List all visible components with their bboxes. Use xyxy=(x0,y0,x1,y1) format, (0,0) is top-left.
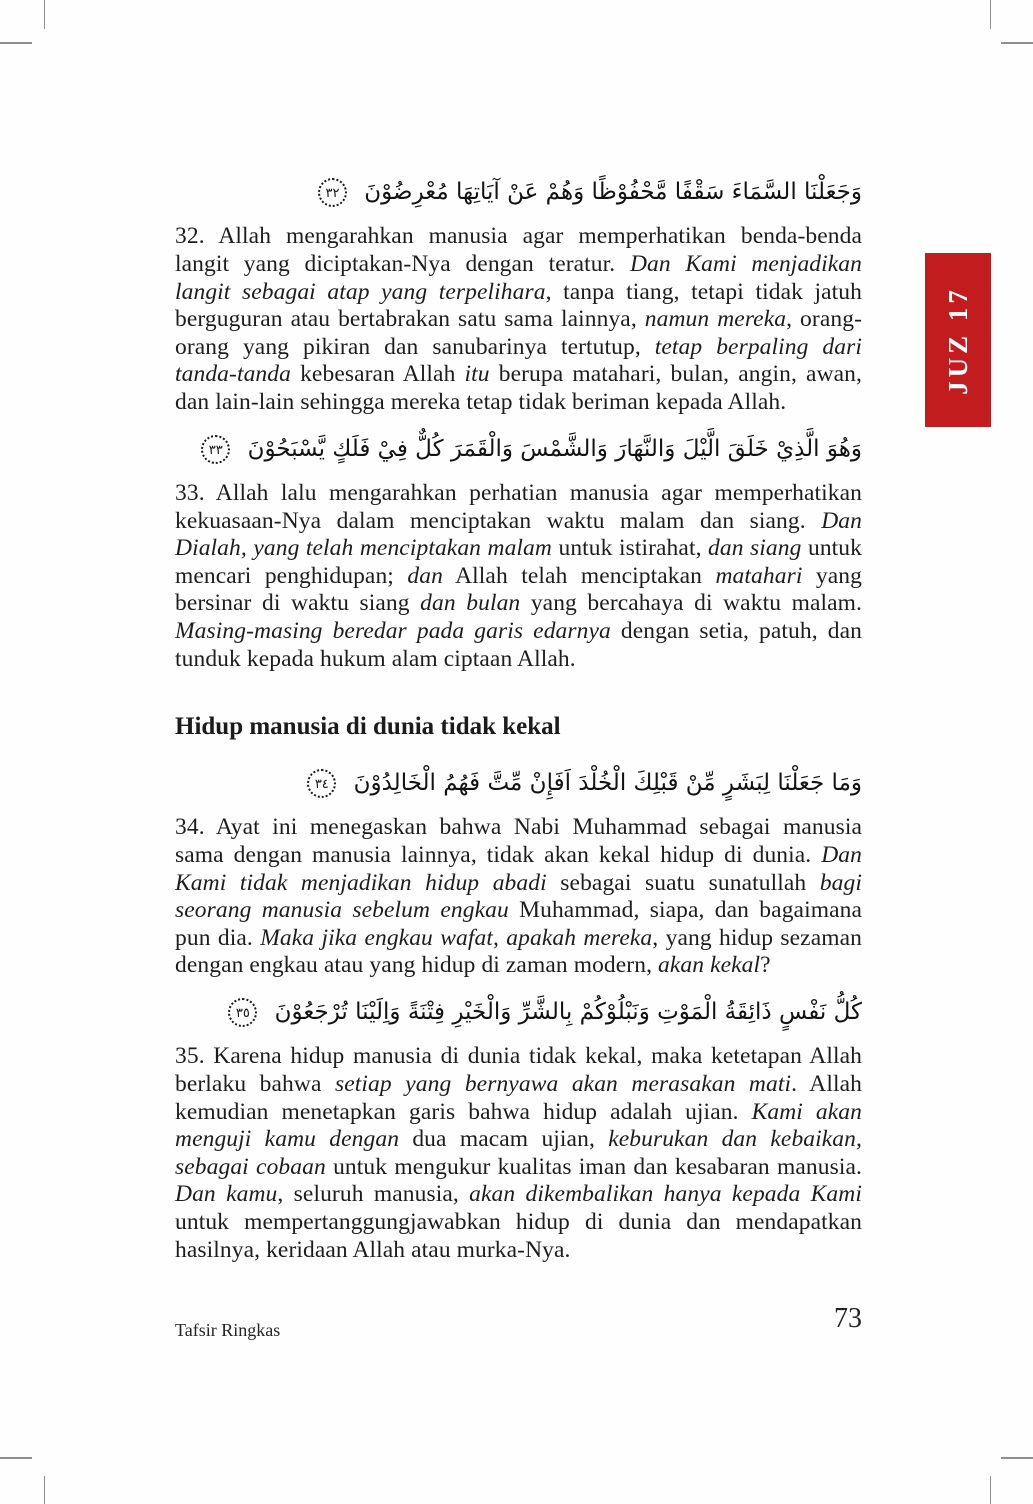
arabic-verse-35 xyxy=(175,992,862,1033)
paragraph-34: 34. Ayat ini menegaskan bahwa Nabi Muhammad sebagai manusia sama dengan manusia lainnya, tidak akan kekal hidup di dunia. Dan Kami tidak menjadikan hidup abadi sebagai suatu sunatullah bagi seorang manusia sebelum engkau Muhammad, siapa, dan bagaimana pun dia. Maka jika engkau wafat, apakah mereka, yang hidup sezaman dengan engkau atau yang hidup di zaman modern, akan kekal? xyxy=(175,814,862,979)
ayah-rosette-icon: ٣٢ xyxy=(318,178,347,207)
arabic-verse-33-text: وَهُوَ الَّذِيْ خَلَقَ الَّيْلَ وَالنَّهَارَ وَالشَّمْسَ وَالْقَمَرَ كُلٌّ فِيْ فَلَكٍ يَّسْبَحُوْنَ xyxy=(247,435,862,462)
crop-mark-bottom-left-horizontal xyxy=(0,1457,32,1459)
paragraph-33: 33. Allah lalu mengarahkan perhatian manusia agar memperhatikan kekuasaan-Nya dalam menciptakan waktu malam dan siang. Dan Dialah, yang telah menciptakan malam untuk istirahat, dan siang untuk mencari penghidupan; dan Allah telah menciptakan matahari yang bersinar di waktu siang dan bulan yang bercahaya di waktu malam. Masing-masing beredar pada garis edarnya dengan setia, patuh, dan tunduk kepada hukum alam ciptaan Allah. xyxy=(175,479,863,672)
arabic-verse-33 xyxy=(175,429,862,470)
crop-mark-top-right-horizontal xyxy=(1001,42,1033,44)
crop-mark-bottom-left-vertical xyxy=(44,1476,45,1504)
crop-mark-top-left-vertical xyxy=(44,0,45,29)
arabic-verse-35-text: كُلُّ نَفْسٍ ذَائِقَةُ الْمَوْتِ وَنَبْلُوْكُمْ بِالشَّرِّ وَالْخَيْرِ فِتْنَةً وَاِلَيْنَا تُرْجَعُوْنَ xyxy=(274,999,862,1026)
arabic-verse-34-text: وَمَا جَعَلْنَا لِبَشَرٍ مِّنْ قَبْلِكَ الْخُلْدَ اَفَإِنْ مِّتَّ فَهُمُ الْخَالِدُوْنَ xyxy=(353,770,862,797)
crop-mark-bottom-right-horizontal xyxy=(1001,1457,1033,1459)
footer-book-title: Tafsir Ringkas xyxy=(175,1320,281,1340)
crop-mark-top-left-horizontal xyxy=(0,42,32,44)
arabic-verse-32-text: وَجَعَلْنَا السَّمَاءَ سَقْفًا مَّحْفُوْظًا وَهُمْ عَنْ آيَاتِهَا مُعْرِضُوْنَ xyxy=(364,179,862,205)
juz-tab-label: JUZ 17 xyxy=(942,285,973,395)
arabic-verse-32 xyxy=(175,172,862,213)
page-number: 73 xyxy=(834,1303,862,1334)
paragraph-32: 32. Allah mengarahkan manusia agar memperhatikan benda-benda langit yang diciptakan-Nya dengan teratur. Dan Kami menjadikan langit sebagai atap yang terpelihara, tanpa tiang, tetapi tidak jatuh berguguran atau bertabrakan satu sama lainnya, namun mereka, orang-orang yang pikiran dan sanubarinya tertutup, tetap berpaling dari tanda-tanda kebesaran Allah itu berupa matahari, bulan, angin, awan, dan lain-lain sehingga mereka tetap tidak beriman kepada Allah. xyxy=(175,223,862,415)
ayah-rosette-icon: ٣٤ xyxy=(307,769,336,798)
ayah-rosette-icon: ٣٥ xyxy=(228,998,257,1027)
ayah-rosette-icon: ٣٣ xyxy=(201,435,230,464)
crop-mark-bottom-right-vertical xyxy=(990,1476,991,1504)
paragraph-35: 35. Karena hidup manusia di dunia tidak kekal, maka ketetapan Allah berlaku bahwa setiap yang bernyawa akan merasakan mati. Allah kemudian menetapkan garis bahwa hidup adalah ujian. Kami akan menguji kamu dengan dua macam ujian, keburukan dan kebaikan, sebagai cobaan untuk mengukur kualitas iman dan kesabaran manusia. Dan kamu, seluruh manusia, akan dikembalikan hanya kepada Kami untuk mempertanggungjawabkan hidup di dunia dan mendapatkan hasilnya, keridaan Allah atau murka-Nya. xyxy=(175,1043,863,1263)
crop-mark-top-right-vertical xyxy=(990,0,991,29)
page-content xyxy=(175,172,862,1272)
section-heading: Hidup manusia di dunia tidak kekal xyxy=(175,713,561,741)
arabic-verse-34 xyxy=(175,763,862,804)
juz-tab xyxy=(925,253,991,427)
